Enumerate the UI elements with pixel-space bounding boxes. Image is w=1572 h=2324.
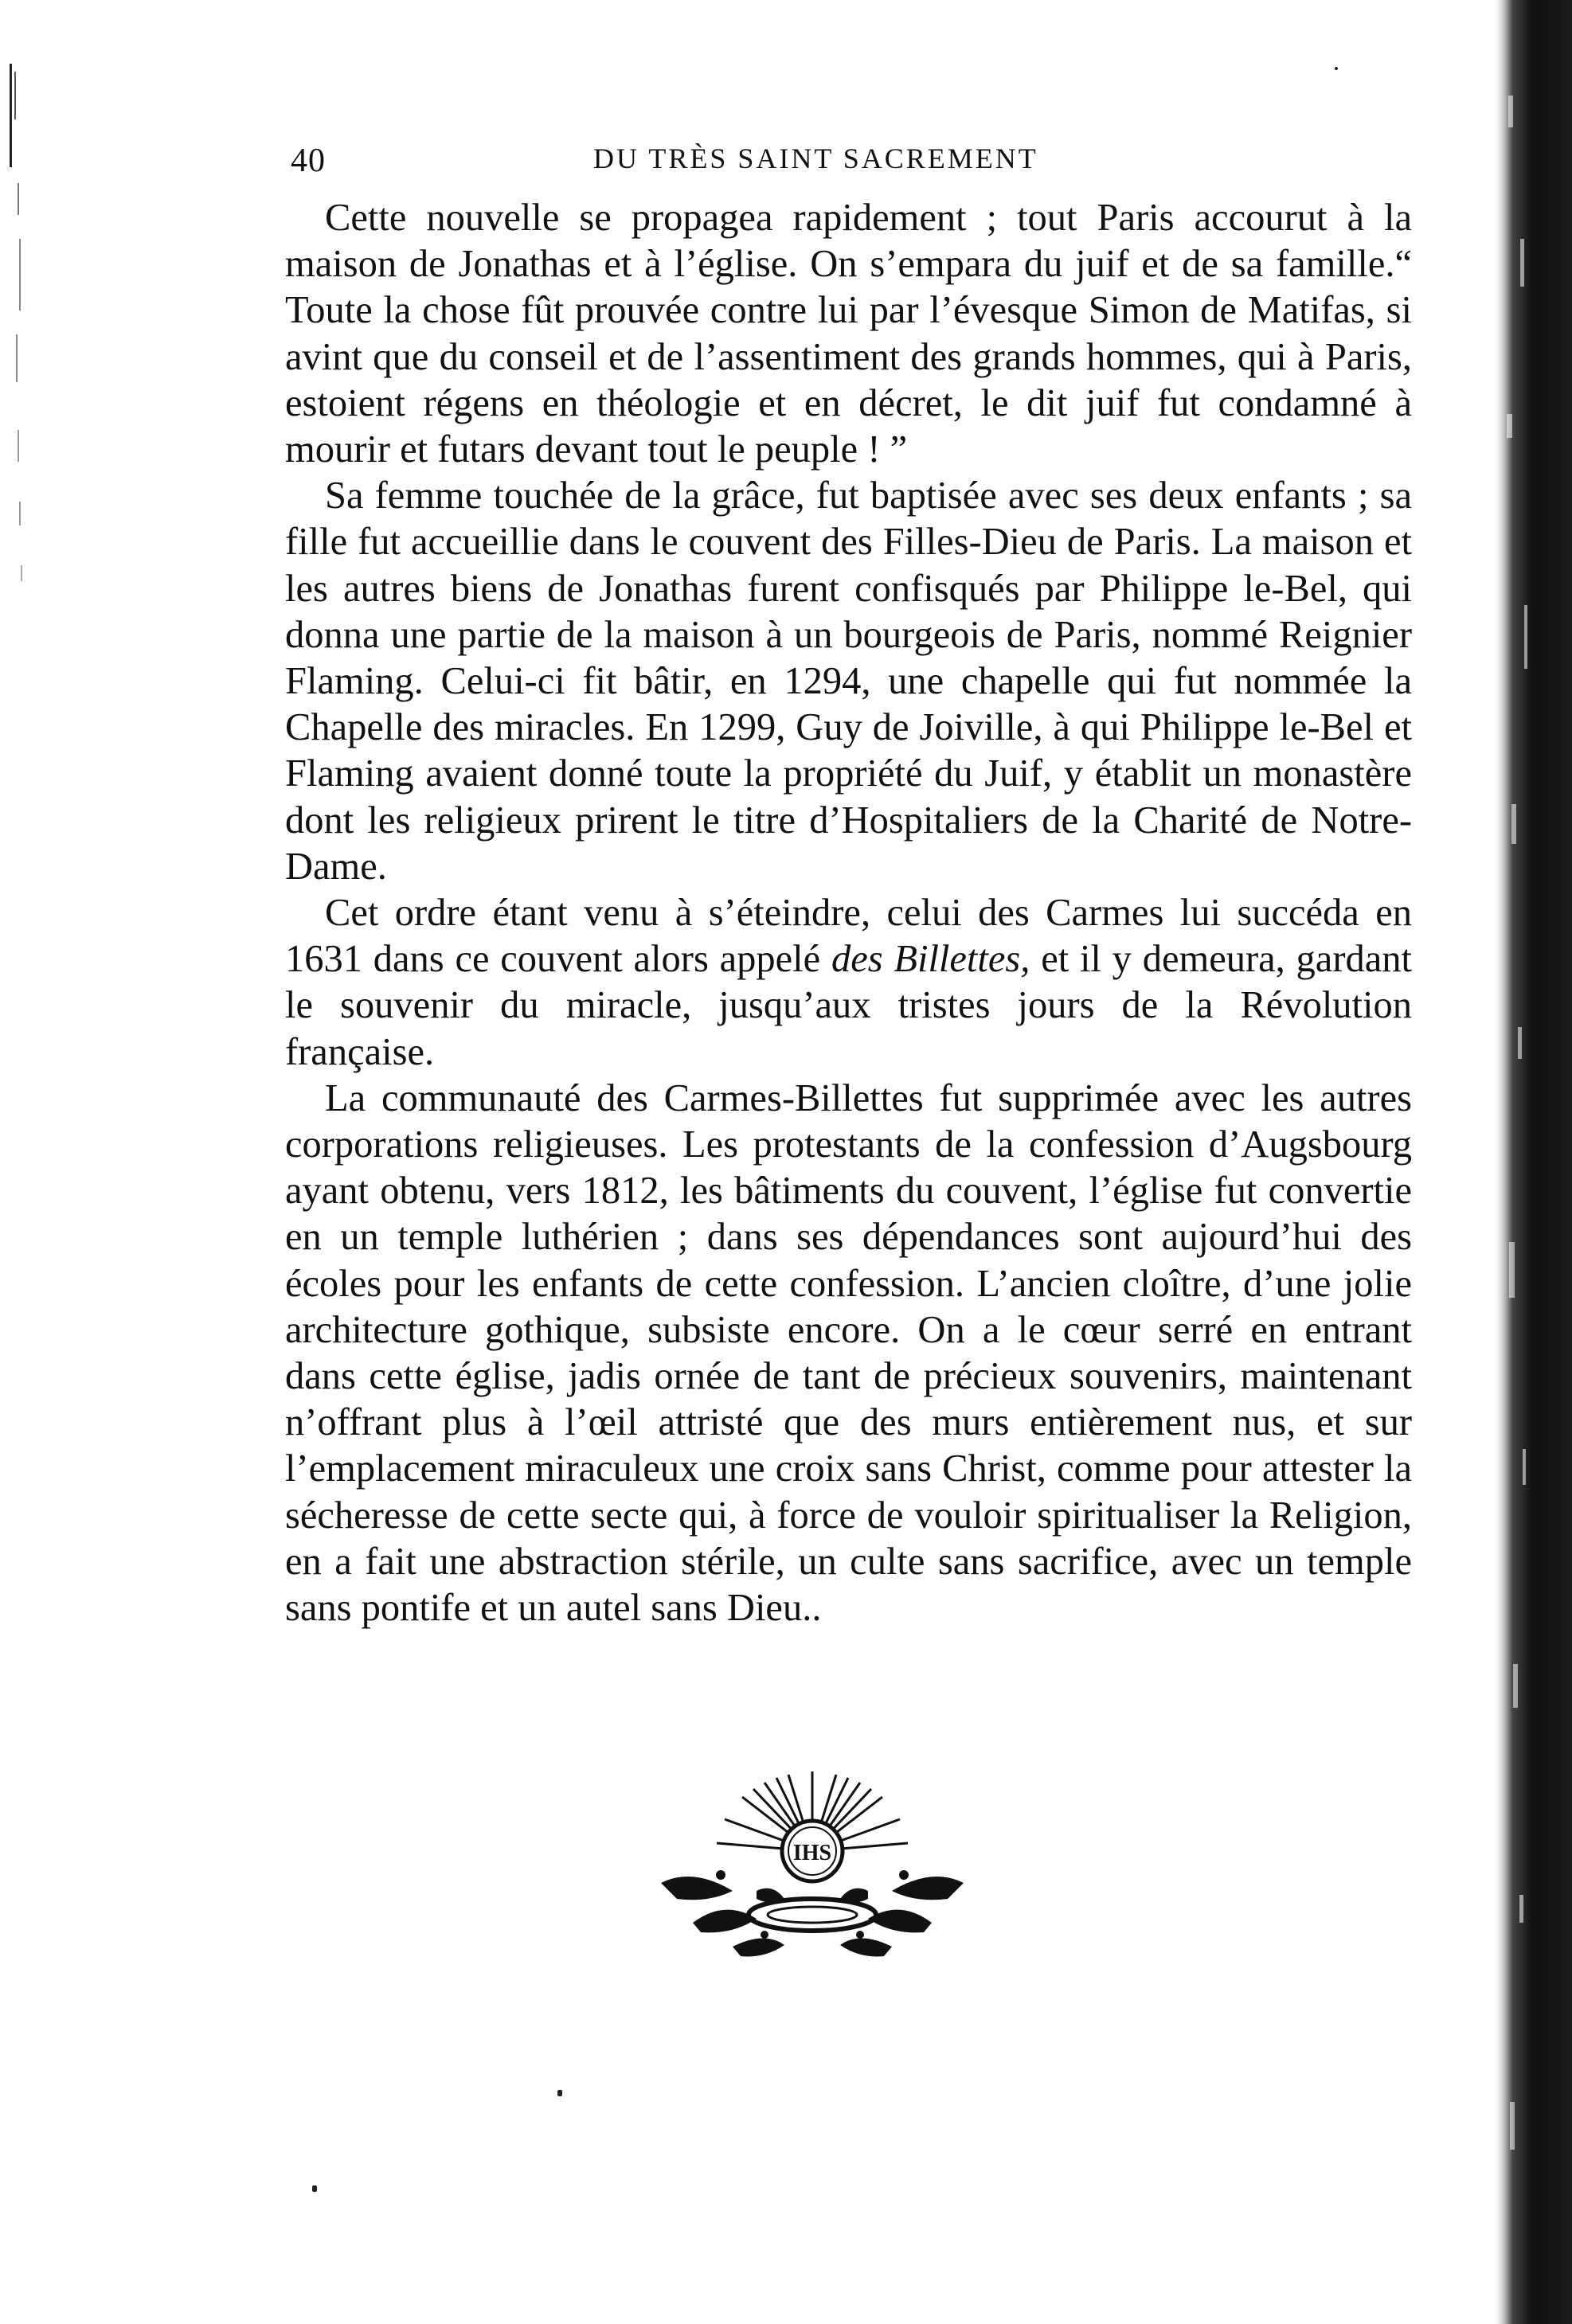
paragraph: Sa femme touchée de la grâce, fut baptisée avec ses deux enfants ; sa fille fut accueillie dans le couvent des Filles-Dieu de Paris. La maison et les autres biens de Jonathas furent confisqués par Philippe le-Bel, qui donna une partie de la maison à un bourgeois de Paris, nommé Reignier Flaming. Celui-ci fit bâtir, en 1294, une chapelle qui fut nommée la Chapelle des miracles. En 1299, Guy de Joiville, à qui Philippe le-Bel et Flaming avaient donné toute la propriété du Juif, y établit un monastère dont les religieux prirent le titre d’Hospitaliers de la Charité de Notre-Dame. <box>285 475 1412 888</box>
paragraph: Cette nouvelle se propagea rapidement ; tout Paris accourut à la maison de Jonathas et à l’église. On s’empara du juif et de sa famille.“ Toute la chose fût prouvée contre lui par l’évesque Simon de Matifas, si avint que du conseil et de l’assentiment des grands hommes, qui à Paris, estoient régens en théologie et en décret, le dit juif fut condamné à mourir et futars devant tout le peuple ! ” <box>285 197 1412 471</box>
paragraph: La communauté des Carmes-Billettes fut supprimée avec les autres corporations religieuses. Les protestants de la confession d’Augsbourg ayant obtenu, vers 1812, les bâtiments du couvent, l’église fut convertie en un temple luthérien ; dans ses dépendances sont aujourd’hui des écoles pour les enfants de cette confession. L’ancien cloître, d’une jolie architecture gothique, subsiste encore. On a le cœur serré en entrant dans cette église, jadis ornée de tant de précieux souvenirs, maintenant n’offrant plus à l’œil attristé que des murs entièrement nus, et sur l’emplacement miraculeux une croix sans Christ, comme pour attester la sécheresse de cette secte qui, à force de vouloir spiritualiser la Religion, en a fait une abstraction stérile, un culte sans sacrifice, avec un temple sans pontife et un autel sans Dieu.. <box>285 1076 1412 1630</box>
body-text <box>285 195 1412 1631</box>
scan-speck <box>1335 67 1338 70</box>
left-margin-scan-marks <box>0 56 48 613</box>
ihs-monogram: IHS <box>792 1841 832 1865</box>
page-number: 40 <box>291 143 326 179</box>
page-header <box>291 142 1406 189</box>
italic-term: des Billettes, <box>831 938 1030 981</box>
paragraph <box>285 890 1412 1076</box>
running-head: DU TRÈS SAINT SACREMENT <box>593 143 1038 174</box>
scan-speck <box>557 2090 562 2096</box>
scan-speck <box>312 2185 317 2192</box>
paragraph-text: Cet ordre étant venu à s’éteindre, celui des Carmes lui succéda en 1631 dans ce couvent alors appelé <box>285 892 1412 981</box>
paragraph-text: et il y demeura, gardant le souvenir du miracle, jusqu’aux tristes jours de la Révolution française. <box>285 938 1412 1073</box>
ihs-sunburst-ornament-icon <box>645 1764 980 1971</box>
page-edge-shadow <box>1476 0 1572 2324</box>
